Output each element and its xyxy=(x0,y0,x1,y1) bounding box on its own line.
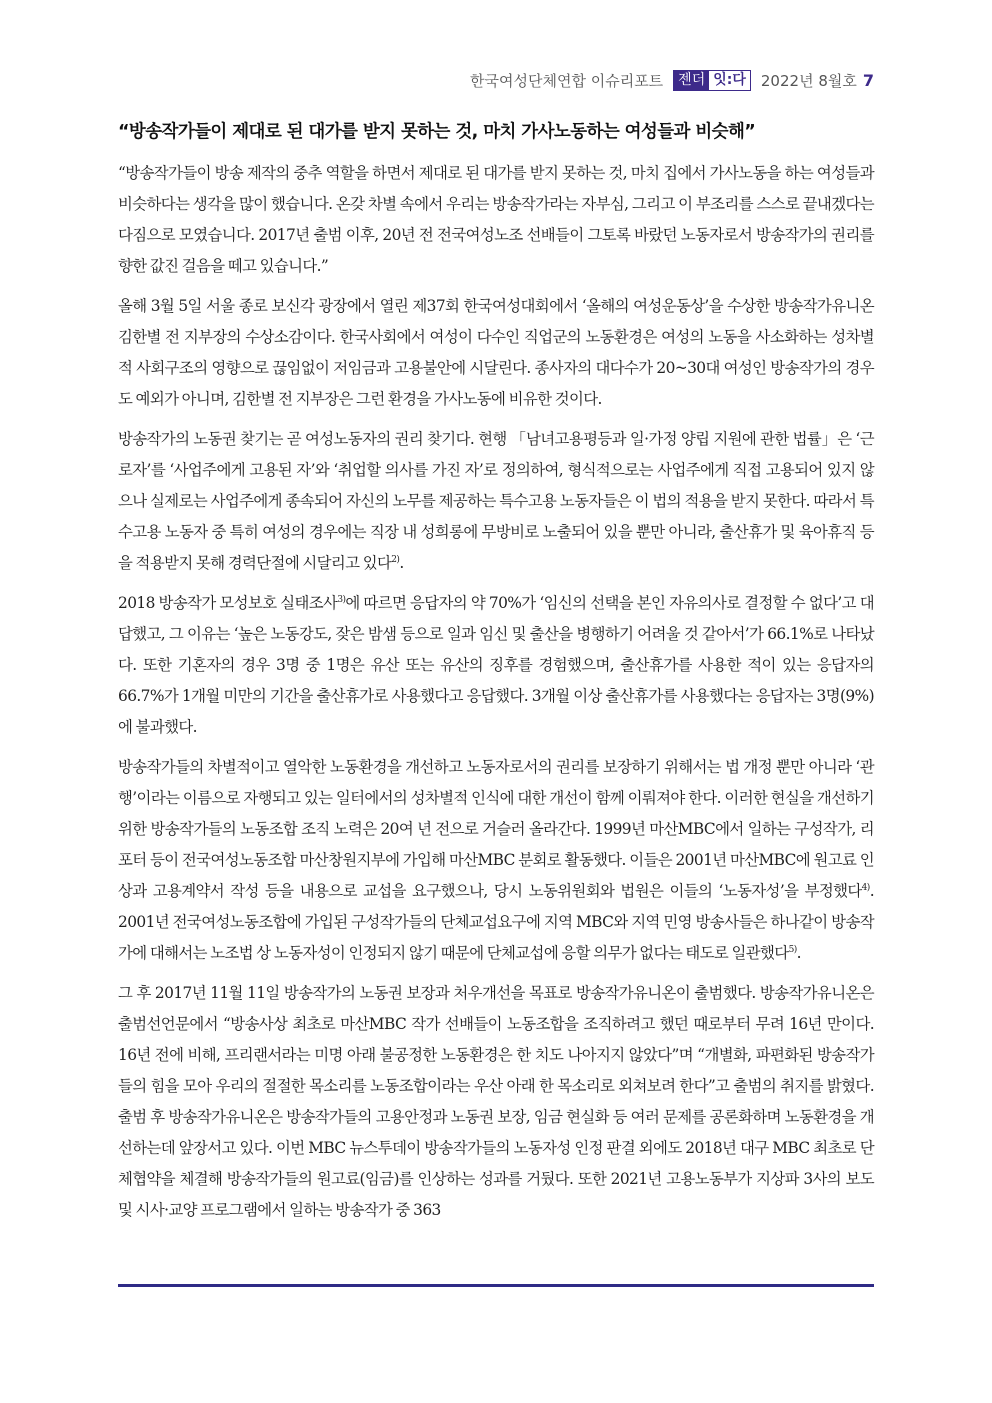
paragraph-union: 그 후 2017년 11월 11일 방송작가의 노동권 보장과 처우개선을 목표로 방송작가유니온이 출범했다. 방송작가유니온은 출범선언문에서 “방송사상 최초로 마산MBC 작가 선배들이 노동조합을 조직하려고 했던 때로부터 무려 16년 만이다. 16년 전에 비해, 프리랜서라는 미명 아래 불공정한 노동환경은 한 치도 나아지지 않았다”며 “개별화, 파편화된 방송작가들의 힘을 모아 우리의 절절한 목소리를 노동조합이라는 우산 아래 한 목소리로 외쳐보려 한다”고 출범의 취지를 밝혔다. 출범 후 방송작가유니온은 방송작가들의 고용안정과 노동권 보장, 임금 현실화 등 여러 문제를 공론화하며 노동환경을 개선하는데 앞장서고 있다. 이번 MBC 뉴스투데이 방송작가들의 노동자성 인정 판결 외에도 2018년 대구 MBC 최초로 단체협약을 체결해 방송작가들의 원고료(임금)를 인상하는 성과를 거뒀다. 또한 2021년 고용노동부가 지상파 3사의 보도 및 시사·교양 프로그램에서 일하는 방송작가 중 363 xyxy=(118,984,874,1219)
p5-text-a: 방송작가들의 차별적이고 열악한 노동환경을 개선하고 노동자로서의 권리를 보장하기 위해서는 법 개정 뿐만 아니라 ‘관행’이라는 이름으로 자행되고 있는 일터에서의 성차별적 인식에 대한 개선이 함께 이뤄져야 한다. 이러한 현실을 개선하기 위한 방송작가들의 노동조합 조직 노력은 20여 년 전으로 거슬러 올라간다. 1999년 마산MBC에서 일하는 구성작가, 리포터 등이 전국여성노동조합 마산창원지부에 가입해 마산MBC 분회로 활동했다. 이들은 2001년 마산MBC에 원고료 인상과 고용계약서 작성 등을 내용으로 교섭을 요구했으나, 당시 노동위원회와 법원은 이들의 ‘노동자성’을 부정했다 xyxy=(118,758,874,900)
paragraph-quote: “방송작가들이 방송 제작의 중추 역할을 하면서 제대로 된 대가를 받지 못하는 것, 마치 집에서 가사노동을 하는 여성들과 비슷하다는 생각을 많이 했습니다. 온갖 차별 속에서 우리는 방송작가라는 자부심, 그리고 이 부조리를 스스로 끝내겠다는 다짐으로 모였습니다. 2017년 출범 이후, 20년 전 전국여성노조 선배들이 그토록 바랐던 노동자로서 방송작가의 권리를 향한 값진 걸음을 떼고 있습니다.” xyxy=(118,164,874,275)
p3-end: . xyxy=(399,554,404,572)
p4-text-a: 2018 방송작가 모성보호 실태조사 xyxy=(118,594,338,612)
p4-text-b: 에 따르면 응답자의 약 70%가 ‘임신의 선택을 본인 자유의사로 결정할 수 없다’고 대답했고, 그 이유는 ‘높은 노동강도, 잦은 밤샘 등으로 일과 임신 및 출산을 병행하기 어려울 것 같아서’가 66.1%로 나타났다. 또한 기혼자의 경우 3명 중 1명은 유산 또는 유산의 징후를 경험했으며, 출산휴가를 사용한 적이 있는 응답자의 66.7%가 1개월 미만의 기간을 출산휴가로 사용했다고 응답했다. 3개월 이상 출산휴가를 사용했다는 응답자는 3명(9%)에 불과했다. xyxy=(118,594,874,736)
issue-date: 2022년 8월호 xyxy=(760,72,857,90)
p5-text-b: . 2001년 전국여성노동조합에 가입된 구성작가들의 단체교섭요구에 지역 MBC와 지역 민영 방송사들은 하나같이 방송작가에 대해서는 노조법 상 노동자성이 인정되지 않기 때문에 단체교섭에 응할 의무가 없다는 태도로 일관했다 xyxy=(118,882,874,962)
p5-end: . xyxy=(796,944,801,962)
footnote-5: 5) xyxy=(788,944,797,955)
paragraph-labor-rights xyxy=(118,424,874,579)
paragraph-history xyxy=(118,752,874,969)
logo-right: 잇:다 xyxy=(709,71,750,90)
paragraph-award: 올해 3월 5일 서울 종로 보신각 광장에서 열린 제37회 한국여성대회에서 ‘올해의 여성운동상’을 수상한 방송작가유니온 김한별 전 지부장의 수상소감이다. 한국사회에서 여성이 다수인 직업군의 노동환경은 여성의 노동을 사소화하는 성차별적 사회구조의 영향으로 끊임없이 저임금과 고용불안에 시달린다. 종사자의 대다수가 20~30대 여성인 방송작가의 경우도 예외가 아니며, 김한별 전 지부장은 그런 환경을 가사노동에 비유한 것이다. xyxy=(118,297,874,408)
article-body xyxy=(118,158,874,1235)
footnote-3: 3) xyxy=(337,594,346,605)
footnote-4: 4) xyxy=(861,882,870,893)
org-report-name: 한국여성단체연합 이슈리포트 xyxy=(470,72,664,90)
gender-itda-logo xyxy=(673,70,751,91)
paragraph-survey xyxy=(118,588,874,743)
page-number: 7 xyxy=(862,71,874,90)
section-heading: “방송작가들이 제대로 된 대가를 받지 못하는 것, 마치 가사노동하는 여성들과 비슷해” xyxy=(118,122,756,142)
footer-divider xyxy=(118,1284,874,1287)
footnote-2: 2) xyxy=(391,554,400,565)
page-header xyxy=(470,70,874,91)
p3-text: 방송작가의 노동권 찾기는 곧 여성노동자의 권리 찾기다. 현행 「남녀고용평등과 일·가정 양립 지원에 관한 법률」은 ‘근로자’를 ‘사업주에게 고용된 자’와 ‘취업할 의사를 가진 자’로 정의하여, 형식적으로는 사업주에게 직접 고용되어 있지 않으나 실제로는 사업주에게 종속되어 자신의 노무를 제공하는 특수고용 노동자들은 이 법의 적용을 받지 못한다. 따라서 특수고용 노동자 중 특히 여성의 경우에는 직장 내 성희롱에 무방비로 노출되어 있을 뿐만 아니라, 출산휴가 및 육아휴직 등을 적용받지 못해 경력단절에 시달리고 있다 xyxy=(118,430,874,572)
logo-left: 젠더 xyxy=(674,71,709,90)
